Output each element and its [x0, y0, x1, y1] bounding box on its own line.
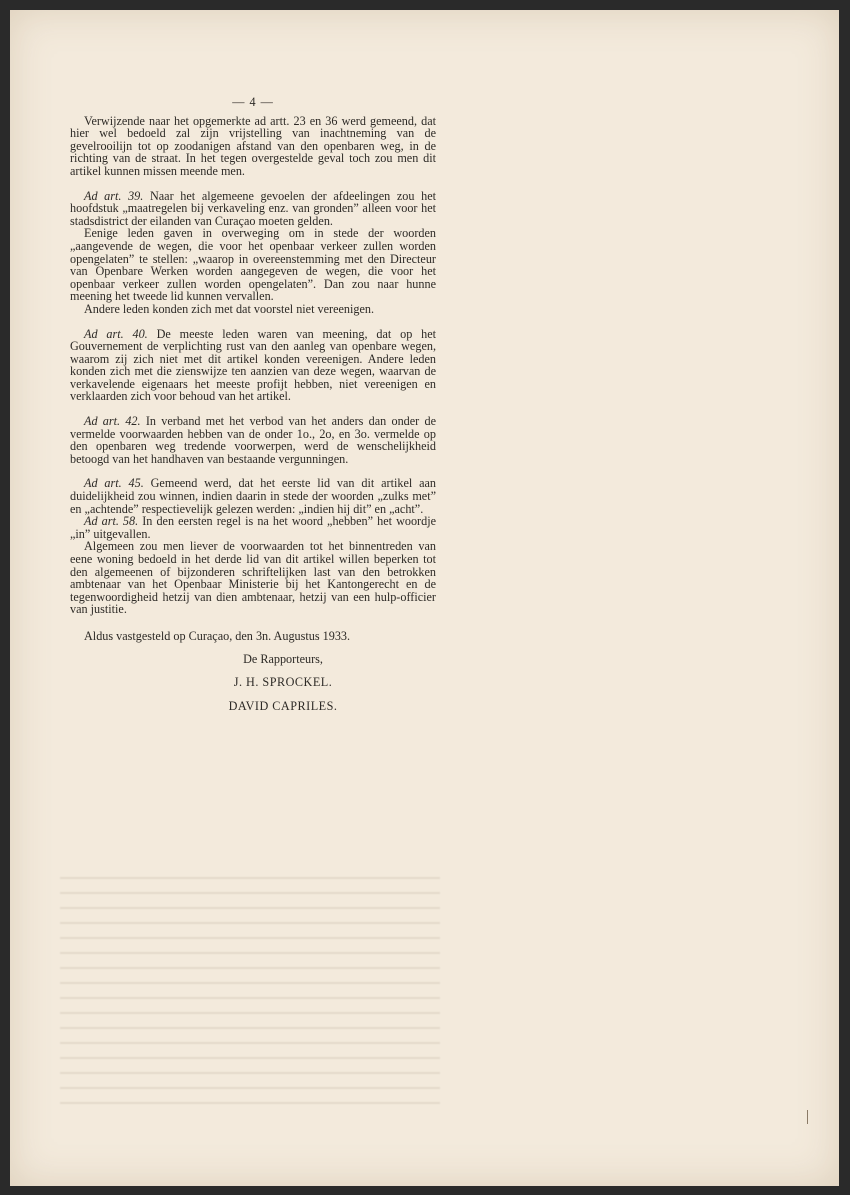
paragraph: Andere leden konden zich met dat voorstel niet vereenigen. [84, 301, 375, 316]
page-number: — 4 — [232, 95, 274, 109]
bleed-through-text [60, 870, 440, 1110]
paragraph: Algemeen zou men liever de voorwaarden tot het binnentreden van eene woning bedoeld in het derde lid van dit artikel willen beperken tot den algemeenen of bijzonderen schriftelijken last van den betrokken ambtenaar van het Openbaar Ministerie bij het Kantongerecht en de tegenwoordigheid hetzij van dien ambtenaar, hetzij van een hulp-officier van justitie. [70, 539, 436, 617]
signatory-name: J. H. SPROCKEL. [233, 675, 333, 690]
closing-line: Aldus vastgesteld op Curaçao, den 3n. Augustus 1933. [84, 628, 351, 643]
signature-heading: De Rapporteurs, [243, 651, 323, 666]
paragraph: Verwijzende naar het opgemerkte ad artt. 23 en 36 werd gemeend, dat hier wel bedoeld zal zijn vrijstelling van inachtneming van de gevelrooilijn tot op zoodanigen afstand van den openbaren weg, in de richting van de straat. In het tegen overgestelde geval toch zou men dit artikel kunnen missen meende men. [70, 113, 436, 178]
paragraph: Ad art. 58. In den eersten regel is na het woord „hebben” het woordje „in” uitgevallen. [70, 514, 437, 541]
paper-mark [807, 1110, 808, 1124]
paragraph: Ad art. 45. Gemeend werd, dat het eerste lid van dit artikel aan duidelijkheid zou winnen, indien daarin in stede der woorden „zulks met” en „achtende” respectievelijk gelezen werden: „indien hij dit” en „acht”. [70, 476, 437, 516]
document-body [70, 96, 436, 723]
signature-block [70, 653, 436, 713]
signatory-name: DAVID CAPRILES. [228, 698, 338, 713]
paragraph: Ad art. 39. Naar het algemeene gevoelen der afdeelingen zou het hoofdstuk „maatregelen bij verkaveling enz. van gronden” alleen voor het stadsdistrict der eilanden van Curaçao moeten gelden. [70, 188, 436, 228]
paragraph: Eenige leden gaven in overweging om in stede der woorden „aangevende de wegen, die voor het openbaar verkeer zullen worden opengelaten” te stellen: „waarop in overeenstemming met den Directeur van Openbare Werken worden aangegeven de wegen, die voor het openbaar verkeer zullen worden opengelaten”. Dan zou naar hunne meening het tweede lid kunnen vervallen. [70, 226, 436, 304]
document-page [10, 10, 839, 1186]
paragraph: Ad art. 40. De meeste leden waren van meening, dat op het Gouvernement de verplichting rust van den aanleg van openbare wegen, waarom zij zich niet met dit artikel konden vereenigen. Andere leden konden zich met die zienswijze ten aanzien van deze wegen, waarvan de verkavelende eigenaars het meeste profijt hebben, niet vereenigen en verklaarden zich voor behoud van het artikel. [70, 326, 437, 404]
paragraph: Ad art. 42. In verband met het verbod van het anders dan onder de vermelde voorwaarden hebben van de onder 1o., 2o, en 3o. vermelde op den openbaren weg tredende voorwerpen, werd de wenschelijkheid betoogd van het handhaven van bestaande vergunningen. [70, 414, 437, 466]
